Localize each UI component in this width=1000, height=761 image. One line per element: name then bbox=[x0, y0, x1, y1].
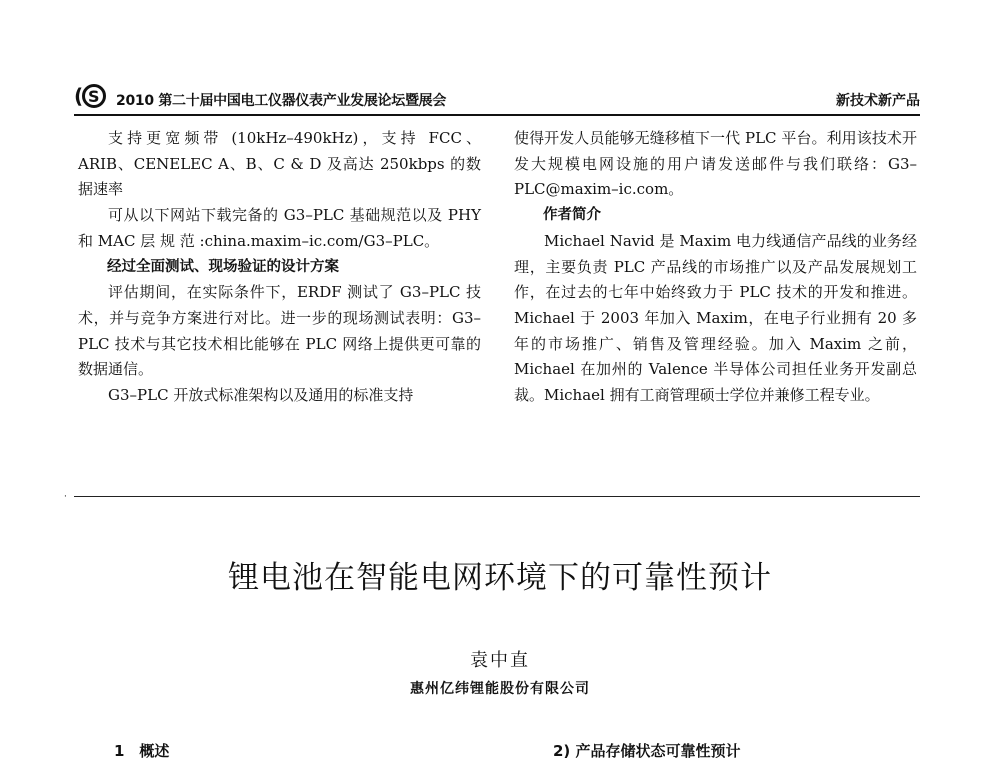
paragraph: 评估期间，在实际条件下，ERDF 测试了 G3–PLC 技术，并与竞争方案进行对比。进一步的现场测试表明：G3–PLC 技术与其它技术相比能够在 PLC 网络上提供更可靠的数据通信。 bbox=[78, 283, 481, 379]
section-heading-overview: 1 概述 bbox=[114, 742, 170, 760]
divider-dot: · bbox=[64, 492, 67, 502]
section-label: 新技术新产品 bbox=[836, 93, 920, 109]
article-divider bbox=[74, 496, 920, 497]
author-bio-heading: 作者简介 bbox=[543, 207, 601, 224]
author-name: 袁中直 bbox=[470, 650, 530, 671]
author-bio: Michael Navid 是 Maxim 电力线通信产品线的业务经理，主要负责 PLC 产品线的市场推广以及产品发展规划工作，在过去的七年中始终致力于 PLC 技术的开发和推进。Michael 于 2003 年加入 Maxim，在电子行业拥有 20 多年的市场推广、销售及管理经验。加入 Maxim 之前，Michael 在加州的 Valence 半导体公司担任业务开发副总裁。Michael 拥有工商管理硕士学位并兼修工程专业。 bbox=[514, 231, 917, 405]
paragraph: 可从以下网站下载完备的 G3–PLC 基础规范以及 PHY 和 MAC 层 规 范 :china.maxim–ic.com/G3–PLC。 bbox=[78, 206, 481, 250]
paragraph: G3–PLC 开放式标准架构以及通用的标准支持 bbox=[108, 386, 414, 405]
subsection-heading: 经过全面测试、现场验证的设计方案 bbox=[107, 258, 339, 275]
conference-title: 2010 第二十届中国电工仪器仪表产业发展论坛暨展会 bbox=[116, 93, 447, 109]
author-affiliation: 惠州亿纬锂能股份有限公司 bbox=[410, 681, 590, 697]
section-heading-storage: 2) 产品存储状态可靠性预计 bbox=[553, 742, 741, 760]
right-column bbox=[514, 126, 917, 409]
paragraph: 使得开发人员能够无缝移植下一代 PLC 平台。利用该技术开发大规模电网设施的用户请发送邮件与我们联络：G3–PLC@maxim–ic.com。 bbox=[514, 129, 917, 199]
left-column bbox=[78, 126, 481, 409]
journal-logo-icon: ( S bbox=[74, 84, 114, 110]
paragraph: 支持更宽频带 (10kHz–490kHz)，支持 FCC、ARIB、CENELEC A、B、C & D 及高达 250kbps 的数据速率 bbox=[78, 129, 481, 199]
article-title: 锂电池在智能电网环境下的可靠性预计 bbox=[228, 560, 772, 596]
running-header bbox=[74, 80, 920, 116]
